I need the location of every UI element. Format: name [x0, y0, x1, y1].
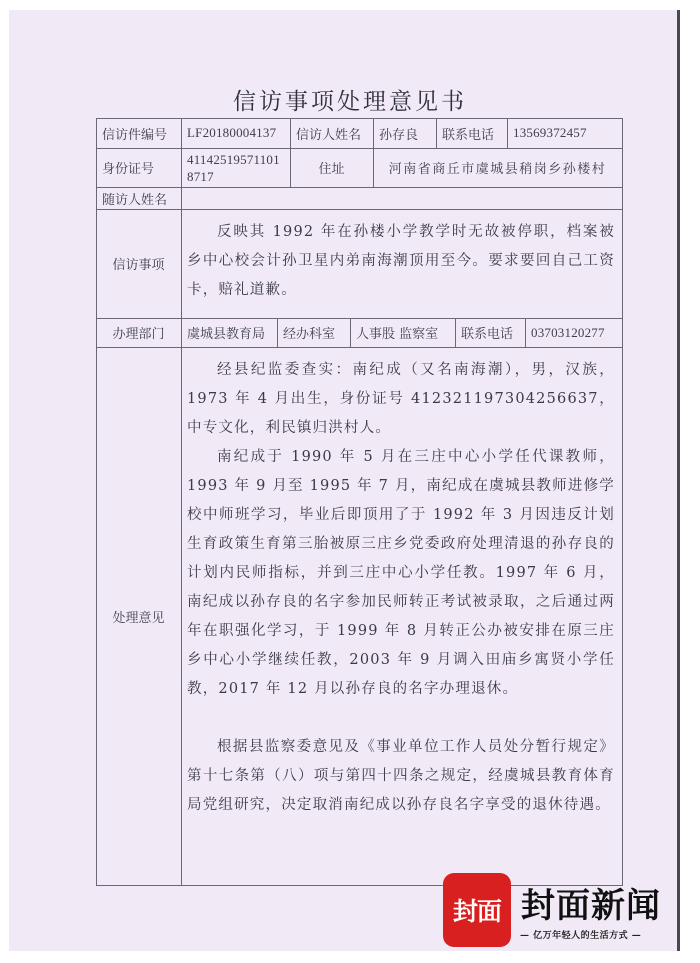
opinion-label: 处理意见 — [112, 610, 165, 626]
petitioner-value: 孙存良 — [379, 127, 419, 143]
id-label: 身份证号 — [102, 162, 155, 177]
id-value-line2: 8717 — [187, 168, 214, 184]
matter-label: 信访事项 — [112, 258, 165, 273]
department-label: 办理部门 — [112, 327, 165, 342]
companion-label: 随访人姓名 — [102, 192, 168, 208]
brand-logo-icon: 封面 — [443, 873, 511, 947]
companion-value — [181, 187, 622, 209]
opinion-paragraph-3: 根据县监察委意见及《事业单位工作人员处分暂行规定》第十七条第（八）项与第四十四条之规定，经虞城县教育体育局党组研究，决定取消南纪成以孙存良名字享受的退休待遇。 — [187, 739, 615, 813]
address-value: 河南省商丘市虞城县稍岗乡孙楼村 — [388, 162, 607, 177]
phone-value: 13569372457 — [513, 125, 587, 140]
case-no-label: 信访件编号 — [102, 127, 168, 143]
office-label: 经办科室 — [283, 327, 336, 342]
scan-edge — [677, 10, 680, 951]
document-title: 信访事项处理意见书 — [233, 89, 467, 115]
department-phone-label: 联系电话 — [461, 327, 514, 342]
id-value-line1: 41142519571101 — [187, 151, 280, 167]
id-value — [181, 148, 290, 187]
address-label: 住址 — [318, 162, 345, 177]
department-value: 虞城县教育局 — [187, 327, 266, 342]
office-value: 人事股 监察室 — [356, 327, 439, 342]
petitioner-label: 信访人姓名 — [296, 127, 362, 143]
matter-text: 反映其 1992 年在孙楼小学教学时无故被停职，档案被乡中心校会计孙卫星内弟南海潮顶用至今。要求要回自己工资卡，赔礼道歉。 — [187, 224, 615, 298]
table-border-right — [622, 118, 623, 886]
brand-name: 封面新闻 — [521, 886, 661, 926]
case-no-value: LF20180004137 — [187, 125, 277, 140]
brand-slogan: — 亿万年轻人的生活方式 — — [520, 931, 642, 941]
opinion-paragraph-2: 南纪成于 1990 年 5 月在三庄中心小学任代课教师，1993 年 9 月至 1995 年 7 月，南纪成在虞城县教师进修学校中师班学习，毕业后即顶用了于 1992 年 3 月因违反计划生育政策生育第三胎被原三庄乡党委政府处理清退的孙存良的计划内民师指标，并到三庄中心小学任教。1997 年 6 月，南纪成以孙存良的名字参加民师转正考试被录取，之后通过两年在职强化学习，于 1999 年 8 月转正公办被安排在原三庄乡中心小学继续任教，2003 年 9 月调入田庙乡寓贤小学任教，2017 年 12 月以孙存良的名字办理退休。 — [187, 449, 615, 697]
phone-label: 联系电话 — [442, 127, 495, 143]
opinion-paragraph-1: 经县纪监委查实：南纪成（又名南海潮），男，汉族，1973 年 4 月出生，身份证号 412321197304256637，中专文化，利民镇归洪村人。 — [187, 362, 615, 436]
label-column-divider — [181, 118, 182, 886]
department-phone-value: 03703120277 — [531, 324, 605, 340]
